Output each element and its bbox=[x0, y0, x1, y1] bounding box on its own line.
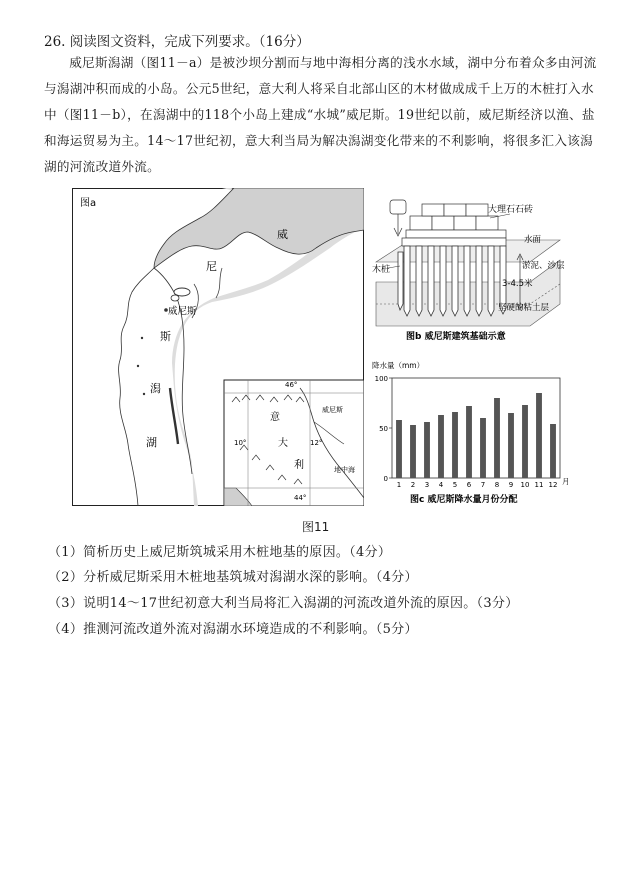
label-clay: 坚硬的粘土层 bbox=[498, 303, 550, 313]
chart-frame bbox=[392, 378, 560, 478]
map-place-label-2: 尼 bbox=[206, 260, 217, 273]
sub-question-1: （1）简析历史上威尼斯筑城采用木桩地基的原因。（4分） bbox=[48, 545, 392, 560]
map-place-label-4: 潟 bbox=[150, 382, 161, 395]
figure-a-map bbox=[72, 188, 364, 506]
sub-question-2: （2）分析威尼斯采用木桩地基筑城对潟湖水深的影响。（4分） bbox=[48, 570, 418, 585]
chart-x-ticks bbox=[397, 481, 558, 489]
chart-bar bbox=[536, 393, 542, 478]
chart-xtick-label: 12 bbox=[548, 481, 558, 489]
chart-xtick-label: 1 bbox=[396, 481, 402, 489]
chart-xtick-label: 6 bbox=[466, 481, 472, 489]
inset-city: 威尼斯 bbox=[322, 406, 343, 414]
chart-ytick-label: 0 bbox=[383, 475, 388, 483]
question-header: 26. 阅读图文资料，完成下列要求。（16分） bbox=[44, 34, 310, 50]
inset-country-1: 意 bbox=[270, 412, 280, 423]
map-place-label-5: 湖 bbox=[146, 436, 157, 449]
chart-axes bbox=[392, 378, 560, 478]
chart-xtick-label: 2 bbox=[410, 481, 416, 489]
chart-bar bbox=[522, 405, 528, 478]
chart-bar bbox=[424, 422, 430, 478]
inset-lon-left: 10° bbox=[234, 439, 247, 447]
chart-xtick-label: 3 bbox=[424, 481, 430, 489]
map-label: 图a bbox=[80, 198, 97, 209]
label-marble: 大理石石砖 bbox=[488, 205, 534, 215]
inset-sea: 地中海 bbox=[334, 466, 355, 474]
chart-bar bbox=[410, 425, 416, 478]
label-piles: 木桩 bbox=[372, 265, 391, 275]
figure-b-foundation bbox=[370, 192, 570, 344]
map-place-label-1: 威 bbox=[277, 228, 288, 241]
chart-bar bbox=[494, 398, 500, 478]
inset-country-2: 大 bbox=[278, 438, 288, 449]
sub-question-4: （4）推测河流改道外流对潟湖水环境造成的不利影响。（5分） bbox=[48, 622, 418, 637]
chart-xtick-label: 10 bbox=[520, 481, 530, 489]
chart-y-ticks bbox=[375, 375, 392, 483]
inset-lat-bottom: 44° bbox=[294, 494, 307, 502]
question-paragraph bbox=[44, 50, 604, 180]
chart-ytick-label: 50 bbox=[379, 425, 388, 433]
chart-title: 图c 威尼斯降水量月份分配 bbox=[410, 495, 518, 505]
label-depth: 3-4.5米 bbox=[502, 279, 533, 289]
figure-b-caption: 图b 威尼斯建筑基础示意 bbox=[406, 332, 506, 342]
inset-lon-right: 12° bbox=[310, 439, 323, 447]
chart-ytick-label: 100 bbox=[374, 375, 388, 383]
chart-bar bbox=[396, 420, 402, 478]
map-place-label-3: 斯 bbox=[160, 330, 171, 343]
chart-bar bbox=[480, 418, 486, 478]
inset-map bbox=[224, 380, 364, 506]
figure-c-precip-chart bbox=[370, 358, 580, 508]
label-water: 水面 bbox=[524, 235, 542, 245]
chart-xunit: 月 bbox=[562, 477, 570, 486]
chart-xtick-label: 4 bbox=[438, 481, 444, 489]
chart-xtick-label: 7 bbox=[480, 481, 486, 489]
chart-xtick-label: 8 bbox=[494, 481, 500, 489]
chart-bar bbox=[550, 424, 556, 478]
label-silt: 淤泥、沙层 bbox=[522, 261, 565, 271]
chart-bars bbox=[396, 393, 556, 478]
chart-bar bbox=[452, 412, 458, 478]
chart-xtick-label: 11 bbox=[534, 481, 544, 489]
paragraph-text: 威尼斯潟湖（图11－a）是被沙坝分割而与地中海相分离的浅水水域，湖中分布着众多由河流与潟湖冲积而成的小岛。公元5世纪，意大利人将采自北部山区的木材做成成千上万的木桩打入水中（图11－b），在潟湖中的118个小岛上建成“水城”威尼斯。19世纪以前，威尼斯经济以渔、盐和海运贸易为主。14～17世纪初，意大利当局为解决潟湖变化带来的不利影响，将很多汇入该潟湖的河流改道外流。 bbox=[44, 55, 597, 174]
chart-bar bbox=[438, 415, 444, 478]
chart-xtick-label: 9 bbox=[508, 481, 514, 489]
inset-lat-top: 46° bbox=[285, 381, 298, 389]
chart-ylabel: 降水量（mm） bbox=[372, 361, 425, 370]
chart-bar bbox=[466, 406, 472, 478]
chart-xtick-label: 5 bbox=[452, 481, 458, 489]
figure-caption: 图11 bbox=[302, 520, 330, 534]
sub-question-3: （3）说明14～17世纪初意大利当局将汇入潟湖的河流改道外流的原因。（3分） bbox=[48, 596, 519, 611]
inset-country-3: 利 bbox=[294, 460, 304, 471]
map-city-label: 威尼斯 bbox=[168, 306, 197, 317]
chart-bar bbox=[508, 413, 514, 478]
